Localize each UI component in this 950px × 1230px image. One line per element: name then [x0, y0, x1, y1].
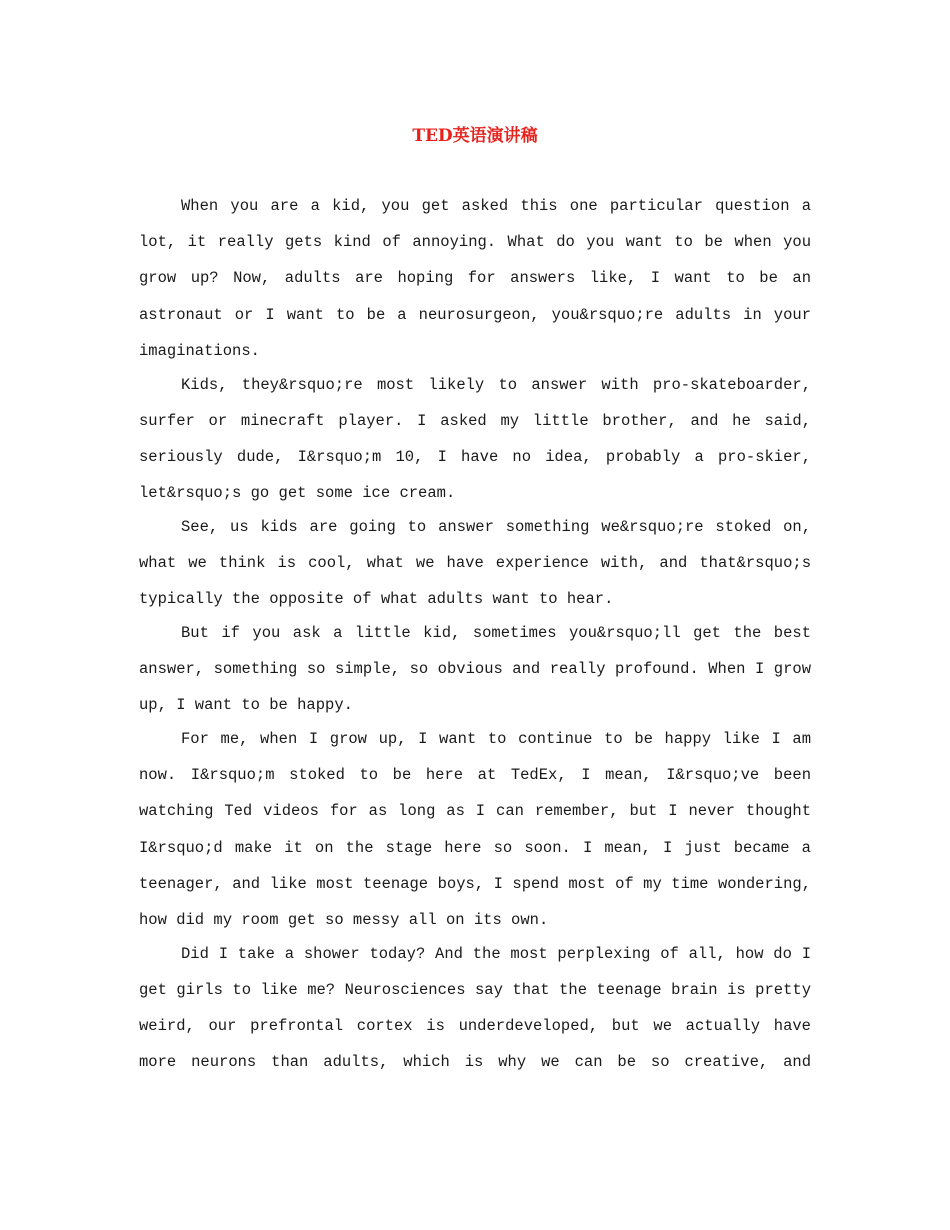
- paragraph-1: When you are a kid, you get asked this one particular question a lot, it really gets kind of annoying. What do you want to be when you grow up? Now, adults are hoping for answers like, I want to be an astronaut or I want to be a neurosurgeon, you&rsquo;re adults in your imaginations.: [139, 197, 811, 360]
- paragraph-3: See, us kids are going to answer something we&rsquo;re stoked on, what we think is cool, what we have experience with, and that&rsquo;s typically the opposite of what adults want to hear.: [139, 517, 811, 609]
- paragraph-6: Did I take a shower today? And the most perplexing of all, how do I get girls to like me? Neurosciences say that the teenage brain is pretty weird, our prefrontal cortex is underdeveloped, but we actually have more neurons than adults, which is why we can be so creative, and: [139, 944, 811, 1072]
- document-title: TED英语演讲稿: [412, 126, 538, 146]
- paragraph-4: But if you ask a little kid, sometimes you&rsquo;ll get the best answer, something so simple, so obvious and really profound. When I grow up, I want to be happy.: [139, 623, 811, 715]
- document-body: [139, 188, 811, 1078]
- paragraph-2: Kids, they&rsquo;re most likely to answer with pro-skateboarder, surfer or minecraft player. I asked my little brother, and he said, seriously dude, I&rsquo;m 10, I have no idea, probably a pro-skier, let&rsquo;s go get some ice cream.: [139, 375, 811, 503]
- paragraph-5: For me, when I grow up, I want to continue to be happy like I am now. I&rsquo;m stoked to be here at TedEx, I mean, I&rsquo;ve been watching Ted videos for as long as I can remember, but I never thought I&rsquo;d make it on the stage here so soon. I mean, I just became a teenager, and like most teenage boys, I spend most of my time wondering, how did my room get so messy all on its own.: [139, 730, 811, 930]
